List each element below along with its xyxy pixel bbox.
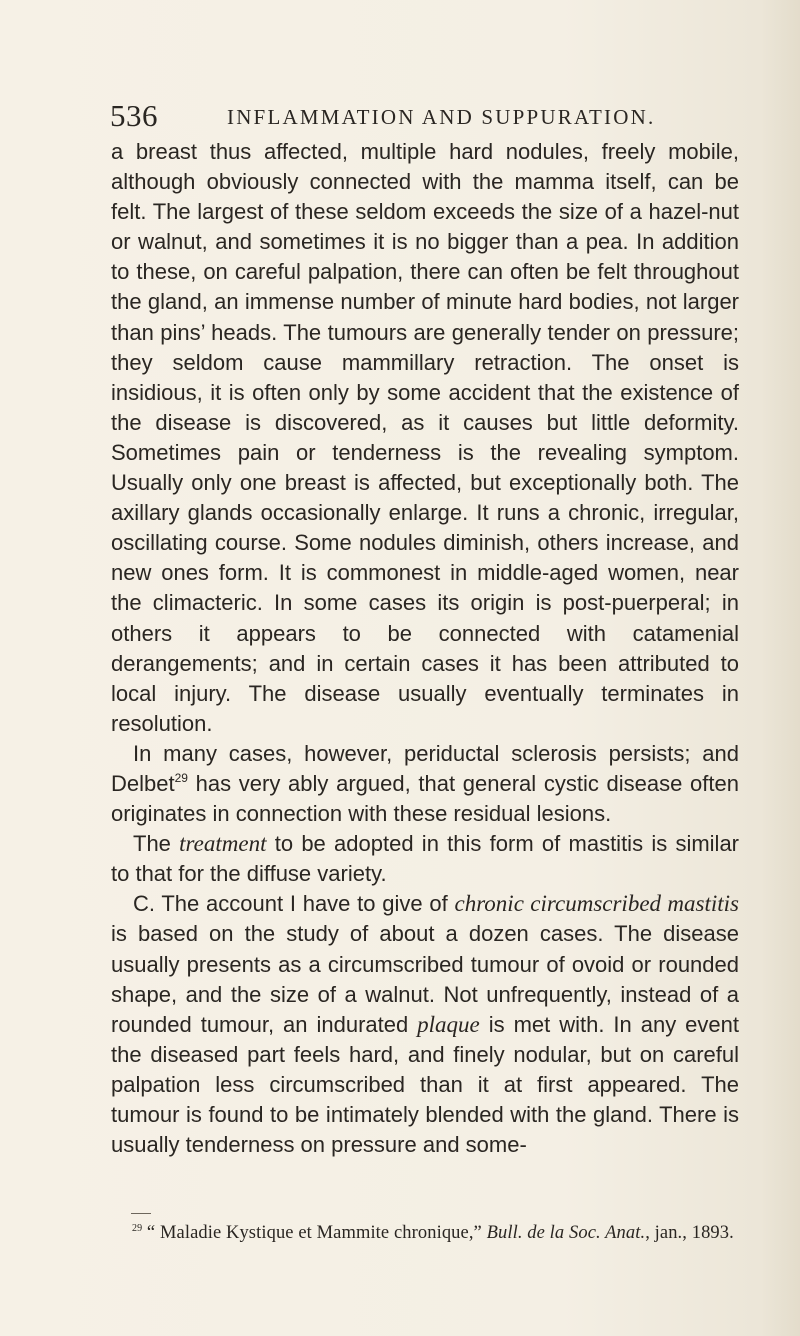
italic-term: chronic circumscribed mastitis <box>454 891 739 917</box>
paragraph-text: is met with. In any event the diseased part feels hard, and finely nodular, but on careful palpation less circumscribed than it at first appeared. The tumour is found to be intimately blended with the gland. There is usually tenderness on pressure and some- <box>111 1011 739 1158</box>
paragraph-treatment <box>111 829 739 889</box>
footnote-text: “ Maladie Kystique et Mammite chronique,” <box>142 1223 487 1243</box>
paragraph-text: In many cases, however, periductal sclerosis persists; and Delbet <box>111 740 739 796</box>
footnote-journal: Bull. de la Soc. Anat. <box>486 1223 646 1243</box>
paragraph-text: has very ably argued, that general cystic disease often originates in connection with these residual lesions. <box>111 770 739 827</box>
italic-term: treatment <box>179 831 267 857</box>
footnote <box>132 1220 752 1246</box>
body-text <box>111 137 739 1160</box>
running-head: INFLAMMATION AND SUPPURATION. <box>227 105 656 129</box>
paragraph-text: C. The account I have to give of <box>133 891 455 917</box>
paragraph-text: to be adopted in this form of mastitis is similar to that for the diffuse variety. <box>111 831 740 887</box>
footnote-divider <box>131 1213 151 1214</box>
paragraph-delbet <box>111 739 739 829</box>
footnote-date: , jan., 1893. <box>645 1223 734 1243</box>
paragraph-text: is based on the study of about a dozen cases. The disease usually presents as a circumscribed tumour of ovoid or rounded shape, and the size of a walnut. Not unfrequently, instead of a rounded tumour, an indurated <box>111 921 739 1037</box>
footnote-marker: 29 <box>132 1223 143 1234</box>
paragraph-chronic-circumscribed <box>111 889 739 1160</box>
paragraph-text: The <box>133 831 180 857</box>
page-number: 536 <box>110 98 158 133</box>
paragraph-symptoms <box>111 137 739 739</box>
italic-term: plaque <box>417 1011 480 1037</box>
paragraph-text: a breast thus affected, multiple hard nodules, freely mobile, although obviously connected with the mamma itself, can be felt. The largest of these seldom exceeds the size of a hazel-nut or walnut, and sometimes it is no bigger than a pea. In addition to these, on careful palpation, there can often be felt throughout the gland, an immense number of minute hard bodies, not larger than pins’ heads. The tumours are generally tender on pressure; they seldom cause mammillary retraction. The onset is insidious, it is often only by some accident that the existence of the disease is discovered, as it causes but little deformity. Sometimes pain or tenderness is the revealing symptom. Usually only one breast is affected, but exceptionally both. The axillary glands occasionally enlarge. It runs a chronic, irregular, oscillating course. Some nodules diminish, others increase, and new ones form. It is commonest in middle-aged women, near the climacteric. In some cases its origin is post-puerperal; in others it appears to be connected with catamenial derangements; and in certain cases it has been attributed to local injury. The disease usually eventually terminates in resolution. <box>111 139 739 736</box>
footnote-reference: 29 <box>174 770 188 785</box>
page-header <box>110 96 710 136</box>
